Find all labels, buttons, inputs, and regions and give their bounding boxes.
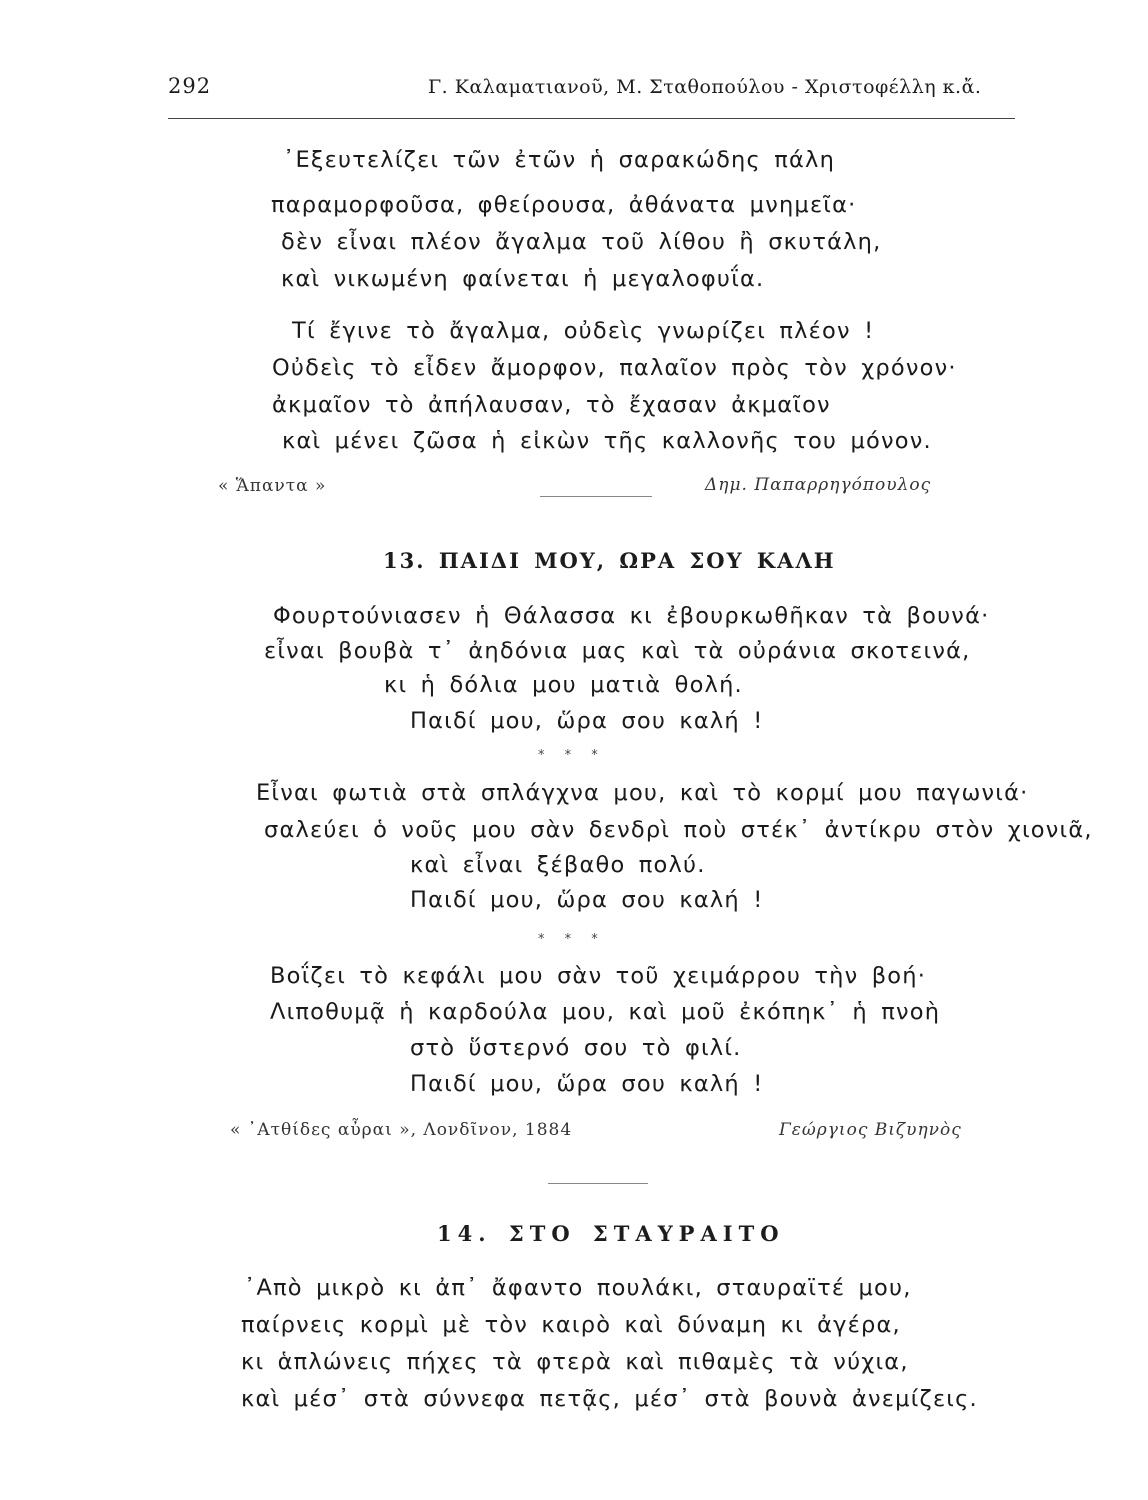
verse-line: κι ἡ δόλια μου ματιὰ θολή. [384,672,743,698]
poem-12-author: Δημ. Παπαρρηγόπουλος [705,475,932,495]
verse-line: Παιδί μου, ὥρα σου καλή ! [410,708,764,734]
verse-line: ᾿Εξευτελίζει τῶν ἐτῶν ἡ σαρακώδης πάλη [283,147,836,173]
verse-line: Τί ἔγινε τὸ ἄγαλμα, οὐδεὶς γνωρίζει πλέον ! [292,318,875,344]
verse-line: Παιδί μου, ὥρα σου καλή ! [410,887,764,913]
section-divider [548,1183,648,1184]
verse-line: καὶ μένει ζῶσα ἡ εἰκὼν τῆς καλλονῆς του μόνον. [282,428,932,454]
page-number: 292 [168,74,212,98]
verse-line: εἶναι βουβὰ τ᾿ ἀηδόνια μας καὶ τὰ οὐράνια σκοτεινά, [264,638,971,664]
verse-line: ᾿Απὸ μικρὸ κι ἀπ᾿ ἄφαντο πουλάκι, σταυραϊτέ μου, [244,1275,912,1301]
verse-line: Βοΐζει τὸ κεφάλι μου σὰν τοῦ χειμάρρου τὴν βοή· [270,963,927,989]
verse-line: παίρνεις κορμὶ μὲ τὸν καιρὸ καὶ δύναμη κι ἀγέρα, [241,1312,901,1338]
verse-line: κι ἁπλώνεις πήχες τὰ φτερὰ καὶ πιθαμὲς τὰ νύχια, [241,1349,909,1375]
stanza-separator: * * * [538,932,606,947]
poem-13-source: « ᾿Ατθίδες αὖραι », Λονδῖνον, 1884 [230,1120,573,1140]
verse-line: Παιδί μου, ὥρα σου καλή ! [410,1071,764,1097]
poem-13-heading: 13. ΠΑΙΔΙ ΜΟΥ, ΩΡΑ ΣΟΥ ΚΑΛΗ [383,548,836,573]
verse-line: στὸ ὕστερνό σου τὸ φιλί. [410,1035,742,1061]
verse-line: καὶ μέσ᾿ στὰ σύννεφα πετᾷς, μέσ᾿ στὰ βουνὰ ἀνεμίζεις. [241,1386,978,1412]
verse-line: Εἶναι φωτιὰ στὰ σπλάγχνα μου, καὶ τὸ κορμί μου παγωνιά· [256,780,1029,806]
poem-12-source: « Ἅπαντα » [218,476,327,496]
verse-line: Λιποθυμᾷ ἡ καρδούλα μου, καὶ μοῦ ἐκόπηκ᾿ ἡ πνοὴ [270,999,941,1025]
verse-line: παραμορφοῦσα, φθείρουσα, ἀθάνατα μνημεῖα· [271,192,857,218]
verse-line: ἀκμαῖον τὸ ἀπήλαυσαν, τὸ ἔχασαν ἀκμαῖον [272,392,831,418]
header-rule [168,118,1015,119]
verse-line: Οὐδεὶς τὸ εἶδεν ἄμορφον, παλαῖον πρὸς τὸν χρόνον· [272,355,957,381]
section-divider [540,496,652,497]
poem-13-author: Γεώργιος Βιζυηνὸς [779,1120,962,1140]
verse-line: καὶ εἶναι ξέβαθο πολύ. [410,852,706,878]
poem-14-heading: 14. ΣΤΟ ΣΤΑΥΡΑΙΤΟ [437,1221,785,1246]
stanza-separator: * * * [538,748,606,763]
verse-line: δὲν εἶναι πλέον ἄγαλμα τοῦ λίθου ἢ σκυτάλη, [281,229,882,255]
verse-line: Φουρτούνιασεν ἡ Θάλασσα κι ἐβουρκωθῆκαν τὰ βουνά· [273,603,990,629]
verse-line: σαλεύει ὁ νοῦς μου σὰν δενδρὶ ποὺ στέκ᾿ ἀντίκρυ στὸν χιονιᾶ, [264,817,1093,843]
running-title: Γ. Καλαματιανοῦ, Μ. Σταθοπούλου - Χριστοφέλλη κ.ἄ. [428,76,982,98]
verse-line: καὶ νικωμένη φαίνεται ἡ μεγαλοφυΐα. [281,266,765,292]
